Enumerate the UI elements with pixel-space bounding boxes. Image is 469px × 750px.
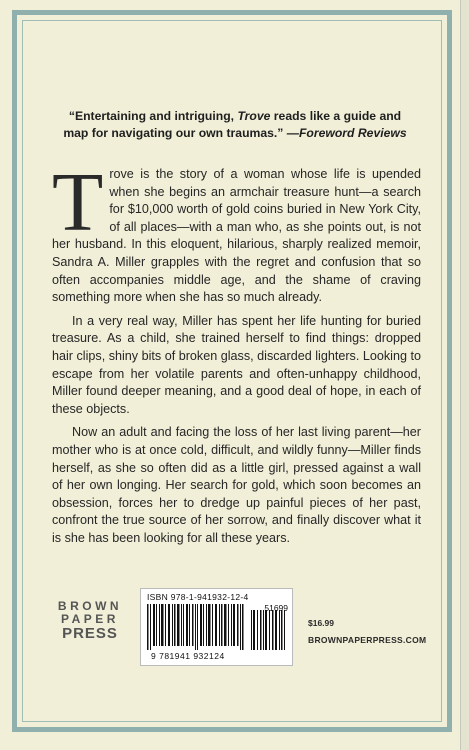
barcode-digits: 9 781941 932124 (151, 651, 225, 661)
blurb-source: —Foreword Reviews (286, 126, 407, 140)
price-label: $16.99 (308, 618, 334, 628)
paragraph-1 (52, 156, 421, 307)
barcode-addon-digits: 51699 (264, 603, 288, 613)
isbn-label: ISBN 978-1-941932-12-4 (147, 592, 249, 602)
page-edge-strip (460, 0, 469, 750)
paragraph-2: In a very real way, Miller has spent her life hunting for buried treasure. As a child, she trained herself to find things: dropped hair clips, shiny bits of broken glass, discarded lighters. Looking to escape from her volatile parents and often-unhappy childhood, Miller found deeper meaning, and a good deal of hope, in each of these objects. (52, 313, 421, 416)
blurb-title: Trove (237, 109, 271, 123)
publisher-logo (52, 600, 128, 642)
logo-line-paper: PAPER (61, 612, 119, 626)
paragraph-3: Now an adult and facing the loss of her last living parent—her mother who is at once cold, difficult, and wildly funny—Miller finds herself, as she so often did as a little girl, pressed against a wall of her own longing. Her search for gold, which soon becomes an obsession, forces her to dredge up painful pieces of her past, confront the true source of her sorrow, and finally discover what it is she has been looking for all these years. (52, 425, 421, 545)
drop-cap: T (52, 156, 104, 249)
isbn-barcode (140, 588, 293, 666)
logo-line-press: PRESS (62, 625, 118, 642)
logo-line-brown: BROWN (57, 599, 123, 613)
paragraph-1-text: rove is the story of a woman whose life is upended when she begins an armchair treasure hunt—a search for $10,000 worth of gold coins buried in New York City, of all places—with a man who, as she points out, is not her husband. In this eloquent, hilarious, sharply realized memoir, Sandra A. Miller grapples with the regret and confusion that so often accompanies middle age, and the shame of craving something more when she has so much already. (52, 167, 421, 305)
book-description (52, 156, 421, 553)
publisher-website: BROWNPAPERPRESS.COM (308, 635, 427, 645)
review-blurb (60, 108, 410, 142)
blurb-text-start: “Entertaining and intriguing, (68, 109, 238, 123)
blurb-text-mid: reads like a guide and map for navigating our own traumas.” (63, 109, 402, 140)
